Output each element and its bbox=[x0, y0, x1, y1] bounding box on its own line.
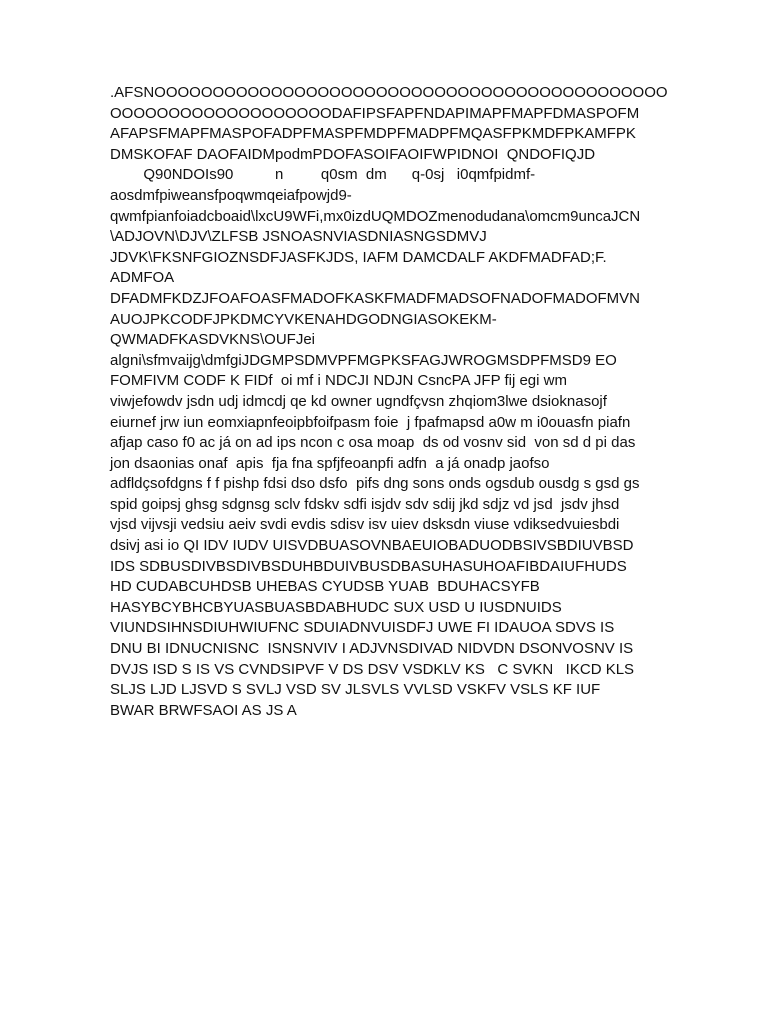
text-line: afjap caso f0 ac já on ad ips ncon c osa moap ds od vosnv sid von sd d pi das bbox=[110, 434, 636, 452]
text-line: aosdmfpiweansfpoqwmqeiafpowjd9- bbox=[110, 186, 352, 204]
text-line: AFAPSFMAPFMASPOFADPFMASPFMDPFMADPFMQASFPKMDFPKAMFPK bbox=[110, 125, 636, 143]
text-line: algni\sfmvaijg\dmfgiJDGMPSDMVPFMGPKSFAGJWROGMSDPFMSD9 EO bbox=[110, 351, 617, 369]
text-line: viwjefowdv jsdn udj idmcdj qe kd owner ugndfçvsn zhqiom3lwe dsioknasojf bbox=[110, 392, 607, 410]
text-line: \ADJOVN\DJV\ZLFSB JSNOASNVIASDNIASNGSDMVJ bbox=[110, 228, 487, 246]
text-line: DNU BI IDNUCNISNC ISNSNVIV I ADJVNSDIVAD NIDVDN DSONVOSNV IS bbox=[110, 640, 634, 658]
text-line: vjsd vijvsji vedsiu aeiv svdi evdis sdisv isv uiev dsksdn viuse vdiksedvuiesbdi bbox=[110, 516, 620, 534]
text-line: QWMADFKASDVKNS\OUFJei bbox=[110, 331, 316, 349]
text-line: OOOOOOOOOOOOOOOOOOODAFIPSFAPFNDAPIMAPFMAPFDMASPOFM bbox=[110, 104, 640, 122]
text-line: FOMFIVM CODF K FIDf oi mf i NDCJI NDJN CsncPA JFP fij egi wm bbox=[110, 372, 567, 390]
text-line: dsivj asi io QI IDV IUDV UISVDBUASOVNBAEUIOBADUODBSIVSBDIUVBSD bbox=[110, 537, 634, 555]
text-line: DFADMFKDZJFOAFOASFMADOFKASKFMADFMADSOFNADOFMADOFMVN bbox=[110, 289, 641, 307]
text-line: BWAR BRWFSAOI AS JS A bbox=[110, 701, 297, 719]
text-line: jon dsaonias onaf apis fja fna spfjfeoanpfi adfn a já onadp jaofso bbox=[110, 454, 550, 472]
text-line: eiurnef jrw iun eomxiapnfeoipbfoifpasm foie j fpafmapsd a0w m i0ouasfn piafn bbox=[110, 413, 631, 431]
text-line: ADMFOA bbox=[110, 269, 175, 287]
text-line: VIUNDSIHNSDIUHWIUFNC SDUIADNVUISDFJ UWE FI IDAUOA SDVS IS bbox=[110, 619, 615, 637]
text-line: spid goipsj ghsg sdgnsg sclv fdskv sdfi isjdv sdv sdij jkd sdjz vd jsd jsdv jhsd bbox=[110, 495, 620, 513]
text-line: SLJS LJD LJSVD S SVLJ VSD SV JLSVLS VVLSD VSKFV VSLS KF IUF bbox=[110, 681, 601, 699]
text-line: AUOJPKCODFJPKDMCYVKENAHDGODNGIASOKEKM- bbox=[110, 310, 497, 328]
text-line: adfldçsofdgns f f pishp fdsi dso dsfo pifs dng sons onds ogsdub ousdg s gsd gs bbox=[110, 475, 640, 493]
text-line: qwmfpianfoiadcboaid\lxcU9WFi,mx0izdUQMDOZmenodudana\omcm9uncaJCN bbox=[110, 207, 641, 225]
text-line: HD CUDABCUHDSB UHEBAS CYUDSB YUAB BDUHACSYFB bbox=[110, 578, 540, 596]
text-line: Q90NDOIs90 n q0sm dm q-0sj i0qmfpidmf- bbox=[110, 166, 536, 184]
text-line: IDS SDBUSDIVBSDIVBSDUHBDUIVBUSDBASUHASUHOAFIBDAIUFHUDS bbox=[110, 557, 627, 575]
text-line: .AFSNOOOOOOOOOOOOOOOOOOOOOOOOOOOOOOOOOOOOOOOOOOOO bbox=[110, 84, 668, 101]
text-line: JDVK\FKSNFGIOZNSDFJASFKJDS, IAFM DAMCDALF AKDFMADFAD;F. bbox=[110, 248, 607, 266]
text-line: HASYBCYBHCBYUASBUASBDABHUDC SUX USD U IUSDNUIDS bbox=[110, 598, 562, 616]
text-line: DMSKOFAF DAOFAIDMpodmPDOFASOIFAOIFWPIDNOI QNDOFIQJD bbox=[110, 145, 596, 163]
document-body-text bbox=[110, 83, 670, 721]
text-line: DVJS ISD S IS VS CVNDSIPVF V DS DSV VSDKLV KS C SVKN IKCD KLS bbox=[110, 660, 635, 678]
